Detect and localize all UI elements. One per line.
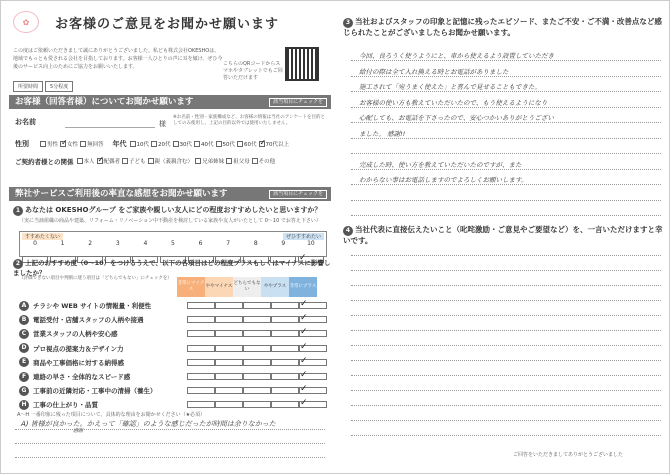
answer-line[interactable] [351, 330, 661, 331]
rating-cell[interactable] [215, 387, 243, 394]
age-option-label: 20代 [158, 141, 171, 148]
question-1-sub: （実に当該組織の商品や建築、リフォーム・リノベーション中不動産を検討している家族や友人がいたとして 0〜10 でお答え下さい） [19, 218, 321, 224]
rating-cell[interactable] [271, 330, 299, 337]
question-3: 3 当社およびスタッフの印象と記憶に残ったエピソード、またご不安・ご不満・改善点など感じられたことがございましたらお聞かせ願います。 [343, 17, 662, 37]
checkbox-icon[interactable] [187, 387, 215, 394]
rating-cell[interactable] [271, 387, 299, 394]
answer-line[interactable] [351, 169, 661, 170]
relation-option-label: 子ども [129, 159, 146, 165]
pill-label: 所要時間 [13, 81, 43, 92]
checkbox-icon[interactable] [215, 387, 243, 394]
age-label: 年代 [112, 140, 127, 148]
section2-title: 弊社サービスご利用後の率直な感想をお聞かせ願います [15, 189, 228, 199]
rating-cell[interactable] [243, 345, 271, 352]
checkbox-icon[interactable] [243, 345, 271, 352]
answer-line[interactable] [351, 76, 661, 77]
rating-row [19, 356, 329, 369]
rating-row [19, 342, 329, 355]
checkbox-icon[interactable] [216, 141, 222, 147]
item-badge: A [19, 301, 29, 311]
checkbox-icon[interactable] [60, 141, 66, 147]
checkbox-icon[interactable] [80, 141, 86, 147]
checkbox-icon[interactable] [77, 158, 83, 164]
relation-option[interactable] [77, 157, 95, 165]
checkbox-icon[interactable] [271, 373, 299, 380]
age-option-label: 70代以上 [265, 141, 290, 148]
checkbox-icon[interactable] [259, 141, 265, 147]
checkbox-icon[interactable] [271, 387, 299, 394]
checkbox-icon[interactable] [237, 141, 243, 147]
reason-line-3[interactable] [15, 457, 325, 458]
recommend-scale [19, 231, 327, 257]
scale-number: 10 [307, 240, 315, 247]
answer-line[interactable] [351, 405, 661, 406]
checkbox-icon[interactable] [243, 359, 271, 366]
checkbox-icon[interactable] [215, 316, 243, 323]
name-field[interactable] [65, 127, 155, 128]
age-option-label: 10代 [136, 141, 150, 148]
checkbox-icon[interactable] [299, 330, 327, 337]
rating-cell[interactable] [215, 345, 243, 352]
rating-cell[interactable] [271, 359, 299, 366]
handwritten-answer: お客様の使い方も教えていただいたので、もう使えるようになり [359, 98, 548, 107]
age-option-label: 30代 [179, 141, 193, 148]
right-page [341, 7, 663, 469]
page-title: お客様のご意見をお聞かせ願います [55, 17, 280, 32]
gender-option[interactable] [40, 140, 58, 148]
checkbox-icon[interactable] [271, 316, 299, 323]
question-4: 4 当社代表に直接伝えたいこと（叱咤激励・ご意見やご要望など）を、一言いただけますと幸いです。 [343, 225, 663, 245]
left-page [9, 7, 331, 469]
scale-number: 9 [281, 240, 286, 247]
item-badge: H [19, 400, 29, 410]
reason-line-2[interactable] [15, 443, 325, 444]
rating-cell[interactable] [299, 330, 327, 337]
handwritten-answer: ました。 感謝!! [359, 129, 406, 138]
item-badge: C [19, 329, 29, 339]
rating-cell[interactable] [271, 302, 299, 309]
rating-cell[interactable] [187, 330, 215, 337]
answer-line[interactable] [351, 255, 661, 256]
rating-cell[interactable] [299, 302, 327, 309]
question-2: 2 上記のおすすめ度（0〜10）をつけるうえで、以下の各項目はどの程度プラスもしくはマイナスに影響しましたか？ [13, 259, 331, 277]
rating-row [19, 313, 329, 326]
checkbox-icon[interactable] [148, 158, 154, 164]
relation-option[interactable] [195, 157, 224, 165]
name-row [15, 117, 36, 127]
scale-number: 6 [198, 240, 203, 247]
checkbox-icon[interactable] [122, 158, 128, 164]
reason-handwriting-2: 感謝 [73, 428, 84, 434]
rating-cell[interactable] [215, 373, 243, 380]
checkbox-icon[interactable] [187, 345, 215, 352]
checkbox-icon[interactable] [195, 158, 201, 164]
relation-option[interactable] [252, 157, 276, 165]
checkbox-icon[interactable] [243, 373, 271, 380]
rating-cell[interactable] [299, 373, 327, 380]
item-label: 連絡の早さ・全体的なスピード感 [33, 373, 131, 381]
checkbox-icon[interactable] [215, 302, 243, 309]
item-label: チラシや WEB サイトの情報量・利便性 [33, 302, 152, 310]
checkbox-icon[interactable] [40, 141, 46, 147]
checkbox-icon[interactable] [271, 330, 299, 337]
rating-cell[interactable] [215, 330, 243, 337]
checkbox-icon[interactable] [299, 387, 327, 394]
answer-line[interactable] [351, 138, 661, 139]
answer-line[interactable] [351, 390, 661, 391]
rating-cell[interactable] [243, 316, 271, 323]
gender-option[interactable] [60, 140, 78, 148]
handwritten-answer: わからない事はお電話しますのでよろしくお願いします。 [359, 176, 528, 184]
time-pills [13, 81, 73, 92]
age-option[interactable] [237, 140, 257, 148]
rating-row [19, 384, 329, 397]
answer-line[interactable] [351, 435, 661, 436]
checkbox-icon[interactable] [271, 345, 299, 352]
relation-option[interactable] [148, 157, 194, 165]
checkbox-icon[interactable] [243, 401, 271, 408]
relation-option-label: 本人 [83, 159, 95, 165]
qr-description: こちらのQRコードからスマホやタブレットでもご回答いただけます [223, 61, 283, 81]
checkbox-icon[interactable] [97, 158, 103, 164]
rating-cell[interactable] [215, 359, 243, 366]
rating-cell[interactable] [299, 316, 327, 323]
section1-bar [9, 95, 331, 109]
age-option[interactable] [151, 140, 171, 148]
checkbox-icon[interactable] [299, 345, 327, 352]
rating-cell[interactable] [271, 345, 299, 352]
checkbox-icon[interactable] [243, 316, 271, 323]
rating-cell[interactable] [243, 330, 271, 337]
rating-column-header: ややマイナス [205, 277, 233, 297]
scale-numbers [22, 240, 324, 247]
gender-option-label: 男性 [47, 141, 59, 148]
checkbox-icon[interactable] [271, 359, 299, 366]
scale-number: 8 [253, 240, 258, 247]
age-option-label: 60代 [244, 141, 257, 148]
checkbox-icon[interactable] [194, 141, 200, 147]
rating-cell[interactable] [215, 302, 243, 309]
answer-line[interactable] [351, 285, 661, 286]
item-label: 電話受付・店舗スタッフの人柄や接遇 [33, 316, 144, 325]
rating-cell[interactable] [299, 345, 327, 352]
relation-option[interactable] [97, 157, 121, 165]
rating-column-header: 非常にプラス [289, 277, 317, 297]
gender-options [40, 140, 106, 149]
checkbox-icon[interactable] [226, 158, 232, 164]
gender-option-label: 無回答 [87, 141, 104, 148]
checkbox-icon[interactable] [151, 141, 157, 147]
scale-number: 4 [143, 240, 148, 247]
answer-line[interactable] [351, 315, 661, 316]
scale-number: 2 [88, 240, 93, 247]
reason-handwriting: A) 皆様が良かった。かえって「確認」のような感じだったが時間は余りなかった [21, 420, 276, 428]
checkbox-icon[interactable] [243, 387, 271, 394]
relation-label: ご契約者様との関係 [15, 158, 74, 166]
gender-label: 性別 [15, 140, 29, 148]
qr-code-icon[interactable] [285, 47, 319, 81]
rating-cell[interactable] [187, 387, 215, 394]
checkbox-icon[interactable] [271, 302, 299, 309]
checkbox-icon[interactable] [252, 158, 258, 164]
rating-cell[interactable] [215, 316, 243, 323]
rating-column-header: ややプラス [261, 277, 289, 297]
checkbox-icon[interactable] [215, 359, 243, 366]
answer-line[interactable] [351, 270, 661, 271]
item-badge: D [19, 343, 29, 353]
checkbox-icon[interactable] [215, 330, 243, 337]
checkbox-icon[interactable] [299, 359, 327, 366]
answer-line[interactable] [351, 360, 661, 361]
item-badge: G [19, 386, 29, 396]
checkbox-icon[interactable] [187, 359, 215, 366]
rating-cell[interactable] [243, 401, 271, 408]
age-option-label: 40代 [201, 141, 214, 148]
item-badge: E [19, 357, 29, 367]
answer-line[interactable] [351, 153, 661, 154]
checkbox-icon[interactable] [187, 316, 215, 323]
checkbox-icon[interactable] [299, 401, 327, 408]
name-note: ※お名前・性別・家族構成など、お客様の情報は当社のアンケートを目的としてのみ使用し、上記の目的以外では使用いたしません。 [173, 115, 325, 126]
scale-number: 5 [171, 240, 175, 247]
pill-value: 5分程度 [45, 81, 73, 92]
rating-cell[interactable] [187, 302, 215, 309]
rating-cell[interactable] [215, 401, 243, 408]
rating-cell[interactable] [187, 373, 215, 380]
name-label: お名前 [15, 118, 36, 126]
checkbox-icon[interactable] [187, 330, 215, 337]
age-option[interactable] [216, 140, 236, 148]
rating-cell[interactable] [187, 345, 215, 352]
item-badge: F [19, 372, 29, 382]
checkbox-icon[interactable] [243, 302, 271, 309]
rating-cell[interactable] [187, 359, 215, 366]
scale-number: 1 [60, 240, 65, 247]
rating-header [177, 277, 317, 297]
checkbox-icon[interactable] [187, 302, 215, 309]
rating-cell[interactable] [187, 316, 215, 323]
rating-cell[interactable] [299, 387, 327, 394]
item-label: 商品や工事価格に対する納得感 [33, 358, 124, 367]
name-suffix: 様 [159, 120, 166, 128]
relation-option[interactable] [122, 157, 146, 165]
checkbox-icon[interactable] [271, 401, 299, 408]
relation-option-label: 祖父母 [233, 159, 250, 165]
relation-option[interactable] [226, 157, 250, 165]
question-2-sub: （評価できない項目や判断に迷う項目は「どちらでもない」にチェックを） [19, 276, 172, 281]
relation-option-label: 兄弟姉妹 [202, 159, 225, 165]
checkbox-icon[interactable] [187, 401, 215, 408]
scale-number: 3 [115, 240, 120, 247]
answer-line[interactable] [351, 300, 661, 301]
age-option-label: 50代 [222, 141, 236, 148]
checkbox-icon[interactable] [299, 302, 327, 309]
reason-line-1[interactable] [15, 429, 325, 430]
rating-cell[interactable] [187, 401, 215, 408]
relation-option-label: その他 [258, 159, 276, 165]
answer-line[interactable] [351, 107, 661, 108]
scale-low-label: すすめたくない [22, 233, 63, 240]
age-option[interactable] [173, 140, 193, 148]
scale-number: 7 [226, 240, 231, 247]
answer-line[interactable] [351, 420, 661, 421]
checkbox-icon[interactable] [243, 330, 271, 337]
relation-option-label: 親（義親含む） [154, 159, 194, 165]
rating-cell[interactable] [271, 373, 299, 380]
checkbox-icon[interactable] [215, 345, 243, 352]
rating-column-header: 非常にマイナス [177, 277, 205, 297]
checkbox-icon[interactable] [215, 401, 243, 408]
rating-row [19, 327, 329, 340]
gender-option-label: 女性 [67, 141, 79, 148]
intro-text: この度はご依頼いただきまして誠にありがとうございました。私ども株式会社OKESHOは、地域でもっとも愛される会社を目指しております。お客様一人ひとりの声に耳を傾け、ぜひ今後のサービス向上のためにご協力をお願いいたします。 [13, 48, 223, 70]
rating-cell[interactable] [299, 401, 327, 408]
checkbox-icon[interactable] [173, 141, 179, 147]
section1-hint: 該当項目にチェックを [269, 98, 327, 107]
answer-line[interactable] [351, 215, 661, 216]
rating-row [19, 398, 329, 411]
handwritten-answer: 完成した時、使い方を教えていただいたのですが、また [359, 160, 522, 169]
item-label: 工事の仕上がり・品質 [33, 401, 98, 410]
item-badge: B [19, 315, 29, 325]
section2-hint: 該当項目にチェックを [269, 190, 327, 199]
section2-bar [9, 187, 331, 201]
relation-row [15, 157, 277, 166]
section1-title: お客様（回答者様）についてお聞かせ願います [15, 97, 194, 107]
item-label: プロ視点の提案力＆デザイン力 [33, 344, 124, 353]
answer-line[interactable] [351, 60, 661, 61]
answer-line[interactable] [351, 345, 661, 346]
gender-option[interactable] [80, 140, 104, 148]
reason-note: A〜H 一番印象に残った項目について、具体的な理由をお聞かせください（★必須） [17, 412, 206, 418]
checkbox-icon[interactable] [299, 373, 327, 380]
gender-age-row [15, 139, 291, 149]
thanks-note: ご回答をいただきましてありがとうございました [512, 452, 623, 458]
answer-line[interactable] [351, 91, 661, 92]
answer-line[interactable] [351, 184, 661, 185]
answer-line[interactable] [351, 122, 661, 123]
rating-row [19, 370, 329, 383]
age-option[interactable] [259, 140, 290, 148]
handwritten-answer: 今回、良ろうく使うようにと、車から使えるよう設置していただき [359, 52, 554, 60]
rating-cell[interactable] [243, 373, 271, 380]
rating-cell[interactable] [271, 401, 299, 408]
answer-line[interactable] [351, 200, 661, 201]
answer-line[interactable] [351, 375, 661, 376]
rating-cell[interactable] [271, 316, 299, 323]
age-options [130, 140, 292, 149]
handwritten-answer: 給付の際は全て入れ換える時とお電話がありました [359, 67, 509, 76]
question-1: 1 あなたは OKESHOグループ をご家族や親しい友人にどの程度おすすめしたいと思いますか？ [13, 205, 331, 216]
checkbox-icon[interactable] [187, 373, 215, 380]
checkbox-icon[interactable] [215, 373, 243, 380]
rating-cell[interactable] [243, 302, 271, 309]
handwritten-answer: 心配しても、お電話を下さったので、安心つかいありがとうござい [359, 114, 554, 122]
rating-cell[interactable] [299, 359, 327, 366]
rating-cell[interactable] [243, 359, 271, 366]
scale-high-label: ぜひすすめたい [283, 233, 324, 240]
relation-options [77, 157, 278, 166]
checkbox-icon[interactable] [130, 141, 136, 147]
age-option[interactable] [194, 140, 214, 148]
relation-option-label: 配偶者 [103, 159, 121, 165]
rating-column-header: どちらでもない [233, 277, 261, 297]
scale-number: 0 [33, 240, 37, 247]
rating-row [19, 299, 329, 312]
age-option[interactable] [130, 140, 150, 148]
company-logo-icon: ✿ [13, 11, 39, 33]
handwritten-answer: 施工されて「宛うまく使えた」と喜んで見せることもできた。 [359, 83, 541, 91]
item-label: 営業スタッフの人柄や安心感 [33, 330, 118, 339]
checkbox-icon[interactable] [299, 316, 327, 323]
rating-cell[interactable] [243, 387, 271, 394]
item-label: 工事前の近隣対応・工事中の清掃（養生） [33, 387, 157, 396]
